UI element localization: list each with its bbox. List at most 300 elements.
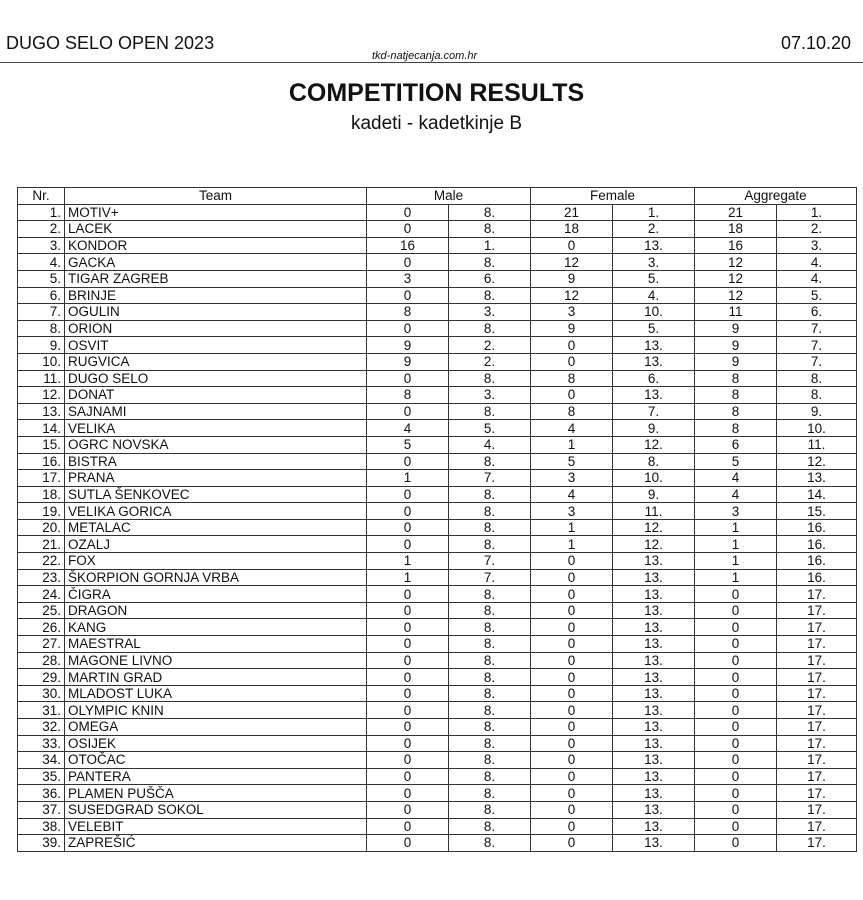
rank-number: 12. bbox=[18, 387, 65, 404]
site-url: tkd-natjecanja.com.hr bbox=[372, 50, 478, 62]
male-rank: 2. bbox=[449, 353, 531, 370]
table-row bbox=[18, 320, 857, 337]
rank-number: 19. bbox=[18, 503, 65, 520]
female-points: 0 bbox=[531, 785, 613, 802]
header-nr: Nr. bbox=[18, 188, 65, 205]
table-row bbox=[18, 702, 857, 719]
table-row bbox=[18, 436, 857, 453]
female-rank: 6. bbox=[613, 370, 695, 387]
female-points: 9 bbox=[531, 320, 613, 337]
male-points: 3 bbox=[367, 270, 449, 287]
table-row bbox=[18, 669, 857, 686]
table-row bbox=[18, 553, 857, 570]
team-name: OTOČAC bbox=[65, 752, 367, 769]
rank-number: 29. bbox=[18, 669, 65, 686]
aggregate-points: 4 bbox=[695, 470, 777, 487]
aggregate-rank: 11. bbox=[777, 436, 857, 453]
male-points: 0 bbox=[367, 752, 449, 769]
male-rank: 7. bbox=[449, 553, 531, 570]
page-title: COMPETITION RESULTS bbox=[288, 79, 585, 107]
male-rank: 8. bbox=[449, 602, 531, 619]
event-date: 07.10.20 bbox=[781, 33, 852, 53]
table-row bbox=[18, 801, 857, 818]
table-row bbox=[18, 752, 857, 769]
aggregate-points: 12 bbox=[695, 270, 777, 287]
aggregate-points: 0 bbox=[695, 818, 777, 835]
female-points: 12 bbox=[531, 254, 613, 271]
male-points: 4 bbox=[367, 420, 449, 437]
aggregate-rank: 6. bbox=[777, 304, 857, 321]
aggregate-points: 4 bbox=[695, 486, 777, 503]
table-row bbox=[18, 353, 857, 370]
male-rank: 8. bbox=[449, 503, 531, 520]
aggregate-rank: 7. bbox=[777, 320, 857, 337]
table-row bbox=[18, 569, 857, 586]
rank-number: 16. bbox=[18, 453, 65, 470]
aggregate-rank: 3. bbox=[777, 237, 857, 254]
aggregate-rank: 17. bbox=[777, 719, 857, 736]
aggregate-rank: 2. bbox=[777, 221, 857, 238]
header-female: Female bbox=[531, 188, 695, 205]
female-points: 1 bbox=[531, 519, 613, 536]
aggregate-points: 0 bbox=[695, 835, 777, 852]
female-rank: 10. bbox=[613, 470, 695, 487]
aggregate-points: 9 bbox=[695, 353, 777, 370]
female-points: 3 bbox=[531, 503, 613, 520]
header-male: Male bbox=[367, 188, 531, 205]
aggregate-rank: 17. bbox=[777, 835, 857, 852]
rank-number: 35. bbox=[18, 768, 65, 785]
aggregate-points: 0 bbox=[695, 801, 777, 818]
header-divider bbox=[0, 62, 863, 63]
rank-number: 7. bbox=[18, 304, 65, 321]
male-points: 0 bbox=[367, 503, 449, 520]
team-name: FOX bbox=[65, 553, 367, 570]
male-rank: 5. bbox=[449, 420, 531, 437]
rank-number: 36. bbox=[18, 785, 65, 802]
aggregate-points: 8 bbox=[695, 387, 777, 404]
female-rank: 13. bbox=[613, 752, 695, 769]
female-rank: 13. bbox=[613, 768, 695, 785]
table-row bbox=[18, 337, 857, 354]
female-points: 8 bbox=[531, 403, 613, 420]
male-rank: 7. bbox=[449, 470, 531, 487]
aggregate-points: 0 bbox=[695, 685, 777, 702]
rank-number: 28. bbox=[18, 652, 65, 669]
female-points: 0 bbox=[531, 652, 613, 669]
female-rank: 13. bbox=[613, 602, 695, 619]
rank-number: 2. bbox=[18, 221, 65, 238]
male-rank: 8. bbox=[449, 768, 531, 785]
rank-number: 1. bbox=[18, 204, 65, 221]
male-points: 16 bbox=[367, 237, 449, 254]
female-points: 0 bbox=[531, 553, 613, 570]
female-points: 18 bbox=[531, 221, 613, 238]
male-points: 0 bbox=[367, 486, 449, 503]
table-header-row bbox=[18, 188, 857, 205]
aggregate-rank: 4. bbox=[777, 254, 857, 271]
female-rank: 12. bbox=[613, 519, 695, 536]
female-rank: 13. bbox=[613, 652, 695, 669]
aggregate-points: 3 bbox=[695, 503, 777, 520]
male-rank: 8. bbox=[449, 403, 531, 420]
male-rank: 8. bbox=[449, 669, 531, 686]
table-row bbox=[18, 403, 857, 420]
rank-number: 30. bbox=[18, 685, 65, 702]
female-points: 3 bbox=[531, 304, 613, 321]
team-name: DRAGON bbox=[65, 602, 367, 619]
male-rank: 8. bbox=[449, 221, 531, 238]
male-points: 9 bbox=[367, 353, 449, 370]
aggregate-points: 8 bbox=[695, 370, 777, 387]
female-rank: 7. bbox=[613, 403, 695, 420]
rank-number: 39. bbox=[18, 835, 65, 852]
team-name: OSVIT bbox=[65, 337, 367, 354]
aggregate-points: 0 bbox=[695, 735, 777, 752]
rank-number: 34. bbox=[18, 752, 65, 769]
female-points: 1 bbox=[531, 536, 613, 553]
rank-number: 24. bbox=[18, 586, 65, 603]
team-name: ČIGRA bbox=[65, 586, 367, 603]
female-rank: 12. bbox=[613, 536, 695, 553]
female-points: 9 bbox=[531, 270, 613, 287]
table-row bbox=[18, 270, 857, 287]
female-points: 0 bbox=[531, 835, 613, 852]
aggregate-points: 9 bbox=[695, 337, 777, 354]
aggregate-points: 0 bbox=[695, 752, 777, 769]
team-name: OZALJ bbox=[65, 536, 367, 553]
team-name: MAESTRAL bbox=[65, 636, 367, 653]
male-rank: 8. bbox=[449, 254, 531, 271]
female-points: 8 bbox=[531, 370, 613, 387]
team-name: SUSEDGRAD SOKOL bbox=[65, 801, 367, 818]
team-name: MAGONE LIVNO bbox=[65, 652, 367, 669]
female-rank: 13. bbox=[613, 835, 695, 852]
table-row bbox=[18, 470, 857, 487]
male-rank: 1. bbox=[449, 237, 531, 254]
aggregate-rank: 17. bbox=[777, 785, 857, 802]
male-rank: 8. bbox=[449, 536, 531, 553]
rank-number: 27. bbox=[18, 636, 65, 653]
page-subtitle: kadeti - kadetkinje B bbox=[350, 113, 523, 134]
table-row bbox=[18, 486, 857, 503]
female-rank: 1. bbox=[613, 204, 695, 221]
male-rank: 8. bbox=[449, 320, 531, 337]
table-row bbox=[18, 719, 857, 736]
male-points: 0 bbox=[367, 453, 449, 470]
table-row bbox=[18, 685, 857, 702]
table-row bbox=[18, 586, 857, 603]
aggregate-rank: 8. bbox=[777, 370, 857, 387]
team-name: VELIKA bbox=[65, 420, 367, 437]
header-aggregate: Aggregate bbox=[695, 188, 857, 205]
aggregate-points: 1 bbox=[695, 569, 777, 586]
team-name: OGRC NOVSKA bbox=[65, 436, 367, 453]
aggregate-rank: 17. bbox=[777, 619, 857, 636]
male-rank: 8. bbox=[449, 685, 531, 702]
aggregate-rank: 8. bbox=[777, 387, 857, 404]
team-name: PRANA bbox=[65, 470, 367, 487]
female-rank: 13. bbox=[613, 553, 695, 570]
rank-number: 6. bbox=[18, 287, 65, 304]
female-points: 0 bbox=[531, 387, 613, 404]
male-rank: 8. bbox=[449, 818, 531, 835]
team-name: PANTERA bbox=[65, 768, 367, 785]
female-rank: 8. bbox=[613, 453, 695, 470]
team-name: MLADOST LUKA bbox=[65, 685, 367, 702]
male-points: 0 bbox=[367, 636, 449, 653]
male-points: 0 bbox=[367, 619, 449, 636]
rank-number: 4. bbox=[18, 254, 65, 271]
aggregate-rank: 13. bbox=[777, 470, 857, 487]
rank-number: 10. bbox=[18, 353, 65, 370]
male-points: 0 bbox=[367, 785, 449, 802]
aggregate-points: 8 bbox=[695, 420, 777, 437]
female-rank: 13. bbox=[613, 702, 695, 719]
team-name: SAJNAMI bbox=[65, 403, 367, 420]
team-name: ŠKORPION GORNJA VRBA bbox=[65, 569, 367, 586]
female-rank: 13. bbox=[613, 785, 695, 802]
male-points: 0 bbox=[367, 719, 449, 736]
aggregate-points: 0 bbox=[695, 785, 777, 802]
rank-number: 33. bbox=[18, 735, 65, 752]
rank-number: 17. bbox=[18, 470, 65, 487]
aggregate-rank: 17. bbox=[777, 586, 857, 603]
male-rank: 3. bbox=[449, 304, 531, 321]
aggregate-points: 21 bbox=[695, 204, 777, 221]
table-row bbox=[18, 503, 857, 520]
table-row bbox=[18, 221, 857, 238]
table-row bbox=[18, 735, 857, 752]
female-rank: 4. bbox=[613, 287, 695, 304]
aggregate-points: 1 bbox=[695, 553, 777, 570]
aggregate-rank: 15. bbox=[777, 503, 857, 520]
aggregate-rank: 16. bbox=[777, 519, 857, 536]
female-points: 0 bbox=[531, 768, 613, 785]
female-rank: 2. bbox=[613, 221, 695, 238]
aggregate-points: 1 bbox=[695, 536, 777, 553]
team-name: TIGAR ZAGREB bbox=[65, 270, 367, 287]
female-rank: 5. bbox=[613, 320, 695, 337]
table-row bbox=[18, 785, 857, 802]
aggregate-points: 0 bbox=[695, 768, 777, 785]
rank-number: 14. bbox=[18, 420, 65, 437]
female-rank: 13. bbox=[613, 669, 695, 686]
male-rank: 8. bbox=[449, 519, 531, 536]
aggregate-rank: 17. bbox=[777, 752, 857, 769]
table-row bbox=[18, 420, 857, 437]
team-name: ORION bbox=[65, 320, 367, 337]
rank-number: 15. bbox=[18, 436, 65, 453]
team-name: OSIJEK bbox=[65, 735, 367, 752]
male-rank: 8. bbox=[449, 486, 531, 503]
male-points: 0 bbox=[367, 586, 449, 603]
male-rank: 8. bbox=[449, 619, 531, 636]
header-team: Team bbox=[65, 188, 367, 205]
team-name: OGULIN bbox=[65, 304, 367, 321]
male-points: 0 bbox=[367, 702, 449, 719]
female-points: 0 bbox=[531, 685, 613, 702]
aggregate-rank: 17. bbox=[777, 702, 857, 719]
table-row bbox=[18, 768, 857, 785]
female-points: 0 bbox=[531, 752, 613, 769]
female-points: 4 bbox=[531, 486, 613, 503]
male-points: 0 bbox=[367, 685, 449, 702]
male-points: 0 bbox=[367, 602, 449, 619]
rank-number: 25. bbox=[18, 602, 65, 619]
male-points: 9 bbox=[367, 337, 449, 354]
male-points: 0 bbox=[367, 801, 449, 818]
female-points: 0 bbox=[531, 636, 613, 653]
aggregate-rank: 17. bbox=[777, 685, 857, 702]
male-rank: 6. bbox=[449, 270, 531, 287]
rank-number: 32. bbox=[18, 719, 65, 736]
table-row bbox=[18, 818, 857, 835]
male-rank: 8. bbox=[449, 636, 531, 653]
team-name: LACEK bbox=[65, 221, 367, 238]
male-rank: 2. bbox=[449, 337, 531, 354]
aggregate-points: 18 bbox=[695, 221, 777, 238]
male-rank: 4. bbox=[449, 436, 531, 453]
rank-number: 18. bbox=[18, 486, 65, 503]
female-points: 12 bbox=[531, 287, 613, 304]
rank-number: 11. bbox=[18, 370, 65, 387]
team-name: BISTRA bbox=[65, 453, 367, 470]
male-points: 1 bbox=[367, 569, 449, 586]
team-name: METALAC bbox=[65, 519, 367, 536]
female-points: 1 bbox=[531, 436, 613, 453]
team-name: ZAPREŠIĆ bbox=[65, 835, 367, 852]
female-rank: 13. bbox=[613, 619, 695, 636]
male-points: 0 bbox=[367, 735, 449, 752]
male-points: 0 bbox=[367, 204, 449, 221]
aggregate-points: 0 bbox=[695, 619, 777, 636]
rank-number: 23. bbox=[18, 569, 65, 586]
aggregate-rank: 17. bbox=[777, 636, 857, 653]
table-row bbox=[18, 835, 857, 852]
female-points: 4 bbox=[531, 420, 613, 437]
female-points: 0 bbox=[531, 719, 613, 736]
female-rank: 13. bbox=[613, 818, 695, 835]
male-rank: 7. bbox=[449, 569, 531, 586]
aggregate-rank: 5. bbox=[777, 287, 857, 304]
team-name: RUGVICA bbox=[65, 353, 367, 370]
team-name: DUGO SELO bbox=[65, 370, 367, 387]
female-points: 0 bbox=[531, 669, 613, 686]
aggregate-rank: 17. bbox=[777, 801, 857, 818]
team-name: MOTIV+ bbox=[65, 204, 367, 221]
female-rank: 13. bbox=[613, 685, 695, 702]
rank-number: 21. bbox=[18, 536, 65, 553]
aggregate-points: 0 bbox=[695, 586, 777, 603]
rank-number: 31. bbox=[18, 702, 65, 719]
aggregate-rank: 17. bbox=[777, 602, 857, 619]
table-row bbox=[18, 536, 857, 553]
female-rank: 13. bbox=[613, 586, 695, 603]
male-rank: 8. bbox=[449, 287, 531, 304]
aggregate-points: 6 bbox=[695, 436, 777, 453]
table-row bbox=[18, 387, 857, 404]
female-rank: 3. bbox=[613, 254, 695, 271]
female-rank: 13. bbox=[613, 337, 695, 354]
male-points: 0 bbox=[367, 818, 449, 835]
male-rank: 8. bbox=[449, 801, 531, 818]
aggregate-points: 0 bbox=[695, 669, 777, 686]
male-points: 0 bbox=[367, 536, 449, 553]
aggregate-rank: 9. bbox=[777, 403, 857, 420]
aggregate-points: 0 bbox=[695, 719, 777, 736]
team-name: KONDOR bbox=[65, 237, 367, 254]
aggregate-rank: 14. bbox=[777, 486, 857, 503]
rank-number: 37. bbox=[18, 801, 65, 818]
aggregate-points: 0 bbox=[695, 652, 777, 669]
aggregate-rank: 12. bbox=[777, 453, 857, 470]
female-points: 0 bbox=[531, 801, 613, 818]
rank-number: 3. bbox=[18, 237, 65, 254]
aggregate-rank: 7. bbox=[777, 337, 857, 354]
team-name: OLYMPIC KNIN bbox=[65, 702, 367, 719]
male-points: 5 bbox=[367, 436, 449, 453]
team-name: SUTLA ŠENKOVEC bbox=[65, 486, 367, 503]
female-points: 0 bbox=[531, 619, 613, 636]
female-points: 0 bbox=[531, 237, 613, 254]
table-row bbox=[18, 453, 857, 470]
table-row bbox=[18, 370, 857, 387]
female-rank: 13. bbox=[613, 801, 695, 818]
male-rank: 8. bbox=[449, 702, 531, 719]
female-rank: 9. bbox=[613, 420, 695, 437]
aggregate-points: 0 bbox=[695, 602, 777, 619]
team-name: VELIKA GORICA bbox=[65, 503, 367, 520]
female-rank: 13. bbox=[613, 353, 695, 370]
male-rank: 8. bbox=[449, 370, 531, 387]
aggregate-points: 12 bbox=[695, 254, 777, 271]
male-points: 8 bbox=[367, 304, 449, 321]
male-points: 0 bbox=[367, 287, 449, 304]
male-rank: 8. bbox=[449, 835, 531, 852]
team-name: KANG bbox=[65, 619, 367, 636]
aggregate-rank: 1. bbox=[777, 204, 857, 221]
male-rank: 8. bbox=[449, 204, 531, 221]
table-row bbox=[18, 237, 857, 254]
female-points: 0 bbox=[531, 735, 613, 752]
table-row bbox=[18, 602, 857, 619]
female-rank: 13. bbox=[613, 735, 695, 752]
aggregate-rank: 10. bbox=[777, 420, 857, 437]
rank-number: 5. bbox=[18, 270, 65, 287]
male-rank: 8. bbox=[449, 453, 531, 470]
male-points: 0 bbox=[367, 768, 449, 785]
results-table bbox=[17, 187, 857, 852]
female-rank: 11. bbox=[613, 503, 695, 520]
male-points: 1 bbox=[367, 470, 449, 487]
male-points: 0 bbox=[367, 669, 449, 686]
rank-number: 8. bbox=[18, 320, 65, 337]
female-points: 3 bbox=[531, 470, 613, 487]
team-name: PLAMEN PUŠČA bbox=[65, 785, 367, 802]
male-points: 0 bbox=[367, 835, 449, 852]
team-name: MARTIN GRAD bbox=[65, 669, 367, 686]
table-row bbox=[18, 619, 857, 636]
male-points: 0 bbox=[367, 370, 449, 387]
aggregate-points: 1 bbox=[695, 519, 777, 536]
team-name: GACKA bbox=[65, 254, 367, 271]
aggregate-rank: 16. bbox=[777, 536, 857, 553]
male-points: 1 bbox=[367, 553, 449, 570]
aggregate-points: 5 bbox=[695, 453, 777, 470]
aggregate-points: 0 bbox=[695, 702, 777, 719]
aggregate-rank: 17. bbox=[777, 768, 857, 785]
